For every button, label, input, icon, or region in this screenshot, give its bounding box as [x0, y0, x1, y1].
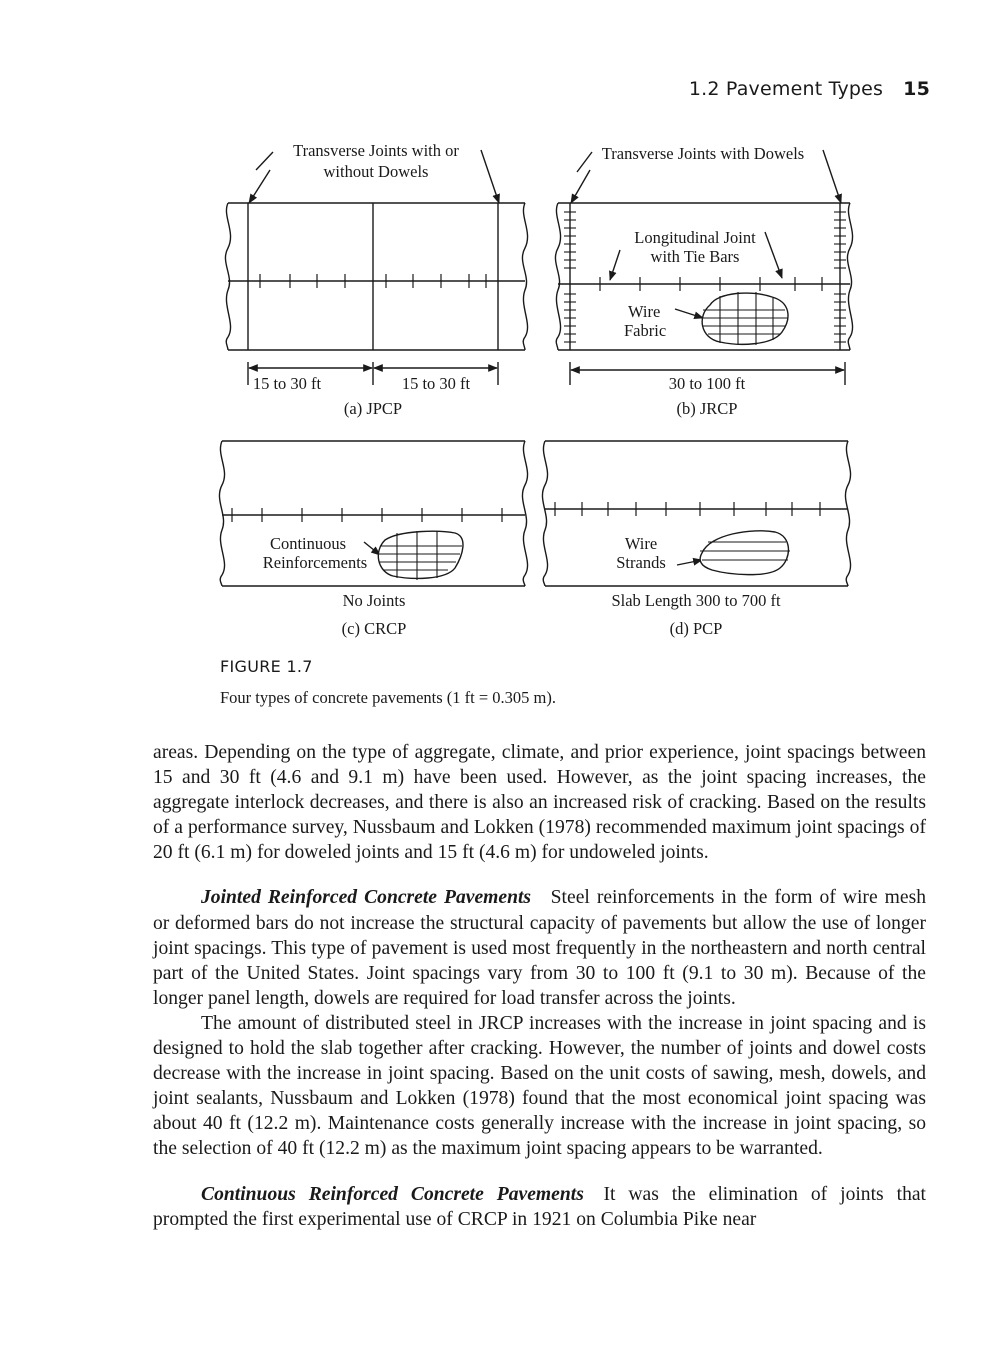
panel-d-note: Slab Length 300 to 700 ft	[611, 591, 781, 610]
panel-a-callout-line1: Transverse Joints with or	[293, 141, 459, 160]
panel-c-reinf-line1: Continuous	[269, 534, 347, 553]
panel-d-label: (d) PCP	[669, 619, 723, 638]
panel-d-pcp-slab	[542, 441, 850, 586]
paragraph-4-text: It was the elimination of joints that prompted the first experimental use of CRCP in 1921 on Columbia Pike near	[153, 1183, 927, 1230]
section-title: 1.2 Pavement Types	[688, 78, 884, 100]
panel-a-dim-right: 15 to 30 ft	[401, 374, 471, 393]
panel-b-label: (b) JRCP	[676, 399, 738, 418]
panel-b-callout: Transverse Joints with Dowels	[601, 144, 805, 163]
panel-b-jrcp-slab	[555, 150, 852, 385]
pavement-types-figure	[0, 0, 998, 660]
paragraph-4	[153, 1182, 926, 1232]
panel-b-dim: 30 to 100 ft	[668, 374, 746, 393]
panel-c-label: (c) CRCP	[341, 619, 407, 638]
panel-b-longitudinal-line1: Longitudinal Joint	[634, 228, 756, 247]
paragraph-2-text: Steel reinforcements in the form of wire mesh or deformed bars do not increase the structural capacity of pavements but allow the use of longer joint spacings. This type of pavement is used most frequently in the northeastern and north central part of the United States. Joint spacings vary from 30 to 100 ft (9.1 to 30 m). Because of the longer panel length, dowels are required for load transfer across the joints.	[153, 887, 927, 1009]
paragraph-4-heading: Continuous Reinforced Concrete Pavements	[201, 1183, 584, 1205]
panel-c-note: No Joints	[342, 591, 406, 610]
panel-b-wire-line2: Fabric	[624, 321, 667, 340]
panel-a-jpcp-slab	[225, 150, 527, 385]
panel-b-longitudinal-line2: with Tie Bars	[650, 247, 740, 266]
panel-a-label: (a) JPCP	[343, 399, 403, 418]
paragraph-2	[153, 885, 926, 1010]
page-number: 15	[903, 78, 930, 100]
figure-number: FIGURE 1.7	[220, 657, 313, 676]
panel-b-wire-line1: Wire	[628, 302, 661, 321]
paragraph-2-heading: Jointed Reinforced Concrete Pavements	[201, 887, 532, 909]
paragraph-1: areas. Depending on the type of aggregate, climate, and prior experience, joint spacings between 15 and 30 ft (4.6 and 9.1 m) have been used. However, as the joint spacing increases, the aggregate interlock decreases, and there is also an increased risk of cracking. Based on the results of a performance survey, Nussbaum and Lokken (1978) recommended maximum joint spacings of 20 ft (6.1 m) for doweled joints and 15 ft (4.6 m) for undoweled joints.	[153, 742, 926, 864]
panel-c-reinf-line2: Reinforcements	[262, 553, 368, 572]
panel-d-wire-line2: Strands	[616, 553, 666, 572]
panel-d-wire-line1: Wire	[624, 534, 658, 553]
panel-a-dim-left: 15 to 30 ft	[252, 374, 322, 393]
paragraph-3: The amount of distributed steel in JRCP increases with the increase in joint spacing and is designed to hold the slab together after cracking. However, the number of joints and dowel costs decrease with the increase in joint spacing. Based on the unit costs of sawing, mesh, dowels, and joint sealants, Nussbaum and Lokken (1978) found that the most economical joint spacing was about 40 ft (12.2 m). Maintenance costs generally increase with the increase in joint spacing, so the selection of 40 ft (12.2 m) as the maximum joint spacing appears to be warranted.	[153, 1012, 926, 1160]
body-text	[153, 740, 926, 1232]
figure-caption: Four types of concrete pavements (1 ft = 0.305 m).	[220, 688, 557, 707]
panel-a-callout-line2: without Dowels	[323, 162, 429, 181]
